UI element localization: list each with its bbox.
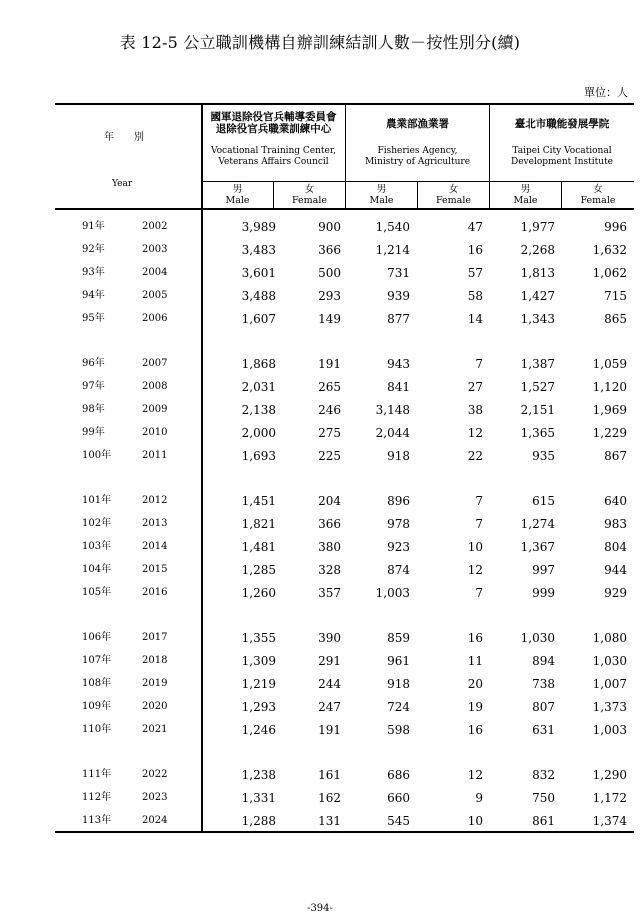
cell-veterans-male: 1,293 [241, 700, 276, 714]
table-row [0, 517, 640, 539]
cell-taipei-male: 997 [532, 563, 555, 577]
cell-veterans-male: 1,607 [241, 312, 276, 326]
table-row [0, 426, 640, 448]
cell-fisheries-female: 38 [467, 403, 483, 417]
cell-taipei-female: 865 [604, 312, 627, 326]
row-roc-year: 102年 [82, 518, 112, 529]
table-row [0, 243, 640, 265]
table-row [0, 220, 640, 242]
table-row [0, 403, 640, 425]
cell-fisheries-male: 660 [387, 791, 410, 805]
table-row [0, 266, 640, 288]
cell-veterans-female: 265 [318, 380, 341, 394]
row-ad-year: 2023 [142, 792, 168, 803]
cell-veterans-female: 162 [318, 791, 341, 805]
cell-taipei-male: 1,274 [520, 517, 555, 531]
table-row [0, 289, 640, 311]
cell-taipei-male: 1,365 [520, 426, 555, 440]
cell-taipei-female: 1,172 [592, 791, 627, 805]
cell-veterans-female: 191 [318, 357, 341, 371]
table-row [0, 494, 640, 516]
cell-fisheries-female: 10 [467, 540, 483, 554]
cell-taipei-female: 640 [604, 494, 627, 508]
cell-veterans-female: 275 [318, 426, 341, 440]
cell-fisheries-male: 3,148 [375, 403, 410, 417]
cell-fisheries-female: 19 [467, 700, 483, 714]
row-roc-year: 97年 [82, 381, 105, 392]
cell-taipei-male: 1,527 [520, 380, 555, 394]
cell-veterans-male: 1,285 [241, 563, 276, 577]
row-roc-year: 95年 [82, 313, 105, 324]
cell-fisheries-male: 2,044 [375, 426, 410, 440]
subheader-female-3: 女 Female [580, 184, 616, 206]
cell-fisheries-female: 16 [467, 631, 483, 645]
cell-veterans-female: 380 [318, 540, 341, 554]
table-row [0, 586, 640, 608]
cell-veterans-male: 2,138 [241, 403, 276, 417]
table-row [0, 768, 640, 790]
cell-taipei-male: 832 [532, 768, 555, 782]
cell-taipei-male: 807 [532, 700, 555, 714]
subheader-male-3: 男 Male [513, 184, 538, 206]
cell-taipei-female: 944 [604, 563, 627, 577]
group-header-taipei-en: Taipei City Vocational Development Institute [511, 146, 613, 167]
page-number: -394- [307, 903, 333, 914]
cell-fisheries-male: 874 [387, 563, 410, 577]
cell-veterans-male: 1,246 [241, 723, 276, 737]
table-row [0, 563, 640, 585]
cell-taipei-female: 1,969 [592, 403, 627, 417]
row-ad-year: 2009 [142, 404, 168, 415]
cell-taipei-female: 1,632 [592, 243, 627, 257]
row-roc-year: 107年 [82, 655, 112, 666]
cell-taipei-female: 983 [604, 517, 627, 531]
row-ad-year: 2003 [142, 244, 168, 255]
cell-veterans-male: 1,309 [241, 654, 276, 668]
row-roc-year: 94年 [82, 290, 105, 301]
row-roc-year: 113年 [82, 815, 112, 826]
cell-taipei-male: 935 [532, 449, 555, 463]
table-row [0, 312, 640, 334]
cell-fisheries-male: 918 [387, 677, 410, 691]
table-row [0, 677, 640, 699]
row-ad-year: 2007 [142, 358, 168, 369]
cell-veterans-female: 246 [318, 403, 341, 417]
cell-taipei-male: 1,977 [520, 220, 555, 234]
subheader-rule [202, 181, 634, 182]
cell-taipei-male: 738 [532, 677, 555, 691]
cell-veterans-female: 366 [318, 243, 341, 257]
cell-fisheries-female: 9 [475, 791, 483, 805]
row-roc-year: 109年 [82, 701, 112, 712]
cell-veterans-female: 191 [318, 723, 341, 737]
cell-fisheries-female: 58 [467, 289, 483, 303]
cell-veterans-male: 3,483 [241, 243, 276, 257]
cell-veterans-male: 1,219 [241, 677, 276, 691]
row-roc-year: 98年 [82, 404, 105, 415]
cell-veterans-female: 328 [318, 563, 341, 577]
row-roc-year: 100年 [82, 450, 112, 461]
table-row [0, 357, 640, 379]
cell-taipei-male: 1,813 [520, 266, 555, 280]
cell-fisheries-male: 1,214 [375, 243, 410, 257]
row-roc-year: 93年 [82, 267, 105, 278]
cell-veterans-female: 161 [318, 768, 341, 782]
cell-taipei-female: 1,373 [592, 700, 627, 714]
table-row [0, 700, 640, 722]
cell-taipei-male: 1,030 [520, 631, 555, 645]
year-header-cn: 年 別 [104, 132, 144, 143]
row-roc-year: 111年 [82, 769, 112, 780]
cell-taipei-male: 631 [532, 723, 555, 737]
cell-fisheries-male: 939 [387, 289, 410, 303]
cell-fisheries-female: 57 [467, 266, 483, 280]
cell-taipei-female: 1,290 [592, 768, 627, 782]
subheader-female-2: 女 Female [435, 184, 472, 206]
cell-fisheries-female: 20 [467, 677, 483, 691]
cell-veterans-male: 1,868 [241, 357, 276, 371]
group-header-veterans-cn: 國軍退除役官兵輔導委員會 退除役官兵職業訓練中心 [210, 111, 337, 135]
cell-fisheries-male: 978 [387, 517, 410, 531]
cell-taipei-female: 1,059 [592, 357, 627, 371]
table-row [0, 654, 640, 676]
cell-fisheries-female: 12 [467, 426, 483, 440]
row-ad-year: 2017 [142, 632, 168, 643]
cell-fisheries-male: 896 [387, 494, 410, 508]
row-ad-year: 2005 [142, 290, 168, 301]
row-ad-year: 2018 [142, 655, 168, 666]
cell-fisheries-female: 12 [467, 563, 483, 577]
subheader-male-2: 男 Male [369, 184, 394, 206]
cell-veterans-female: 390 [318, 631, 341, 645]
row-ad-year: 2024 [142, 815, 168, 826]
cell-taipei-female: 1,080 [592, 631, 627, 645]
subheader-male-1: 男 Male [225, 184, 250, 206]
cell-taipei-male: 750 [532, 791, 555, 805]
row-ad-year: 2021 [142, 724, 168, 735]
cell-veterans-female: 357 [318, 586, 341, 600]
row-ad-year: 2010 [142, 427, 168, 438]
subheader-female-1: 女 Female [291, 184, 328, 206]
group-header-veterans-en: Vocational Training Center, Veterans Affairs Council [210, 146, 337, 167]
cell-veterans-female: 900 [318, 220, 341, 234]
cell-fisheries-male: 923 [387, 540, 410, 554]
row-ad-year: 2004 [142, 267, 168, 278]
cell-fisheries-male: 859 [387, 631, 410, 645]
cell-taipei-male: 1,367 [520, 540, 555, 554]
row-ad-year: 2008 [142, 381, 168, 392]
cell-fisheries-male: 545 [387, 814, 410, 828]
cell-fisheries-male: 724 [387, 700, 410, 714]
cell-veterans-female: 366 [318, 517, 341, 531]
row-ad-year: 2002 [142, 221, 168, 232]
cell-fisheries-female: 22 [467, 449, 483, 463]
cell-taipei-male: 861 [532, 814, 555, 828]
cell-veterans-female: 225 [318, 449, 341, 463]
cell-taipei-female: 1,374 [592, 814, 627, 828]
cell-veterans-female: 500 [318, 266, 341, 280]
cell-fisheries-male: 943 [387, 357, 410, 371]
cell-veterans-female: 291 [318, 654, 341, 668]
table-row [0, 814, 640, 836]
cell-taipei-male: 1,427 [520, 289, 555, 303]
cell-veterans-male: 3,488 [241, 289, 276, 303]
cell-taipei-male: 1,387 [520, 357, 555, 371]
year-header-en: Year [112, 179, 133, 189]
cell-taipei-female: 1,030 [592, 654, 627, 668]
cell-taipei-female: 1,003 [592, 723, 627, 737]
cell-fisheries-female: 12 [467, 768, 483, 782]
cell-fisheries-male: 686 [387, 768, 410, 782]
cell-veterans-female: 131 [318, 814, 341, 828]
cell-taipei-female: 1,007 [592, 677, 627, 691]
cell-fisheries-male: 918 [387, 449, 410, 463]
cell-veterans-male: 2,000 [241, 426, 276, 440]
cell-fisheries-female: 27 [467, 380, 483, 394]
cell-veterans-male: 1,288 [241, 814, 276, 828]
cell-taipei-female: 996 [604, 220, 627, 234]
cell-veterans-female: 244 [318, 677, 341, 691]
unit-label: 單位：人 [584, 86, 628, 99]
cell-fisheries-female: 11 [467, 654, 483, 668]
table-row [0, 540, 640, 562]
cell-veterans-male: 1,451 [241, 494, 276, 508]
row-ad-year: 2011 [142, 450, 168, 461]
cell-taipei-female: 804 [604, 540, 627, 554]
row-roc-year: 91年 [82, 221, 105, 232]
cell-fisheries-female: 7 [475, 517, 483, 531]
row-roc-year: 108年 [82, 678, 112, 689]
cell-veterans-female: 149 [318, 312, 341, 326]
cell-fisheries-female: 47 [467, 220, 483, 234]
cell-fisheries-male: 598 [387, 723, 410, 737]
cell-veterans-female: 247 [318, 700, 341, 714]
cell-veterans-male: 1,821 [241, 517, 276, 531]
cell-taipei-male: 2,151 [520, 403, 555, 417]
table-row [0, 380, 640, 402]
table-row [0, 631, 640, 653]
row-roc-year: 106年 [82, 632, 112, 643]
cell-veterans-male: 1,355 [241, 631, 276, 645]
row-roc-year: 105年 [82, 587, 112, 598]
cell-taipei-female: 867 [604, 449, 627, 463]
row-ad-year: 2006 [142, 313, 168, 324]
cell-veterans-female: 293 [318, 289, 341, 303]
cell-fisheries-male: 1,003 [375, 586, 410, 600]
row-roc-year: 101年 [82, 495, 112, 506]
row-roc-year: 104年 [82, 564, 112, 575]
cell-taipei-female: 1,229 [592, 426, 627, 440]
cell-fisheries-female: 16 [467, 723, 483, 737]
cell-veterans-male: 3,989 [241, 220, 276, 234]
row-ad-year: 2015 [142, 564, 168, 575]
cell-fisheries-female: 7 [475, 357, 483, 371]
cell-veterans-male: 1,238 [241, 768, 276, 782]
cell-fisheries-female: 7 [475, 494, 483, 508]
cell-veterans-male: 1,693 [241, 449, 276, 463]
row-ad-year: 2014 [142, 541, 168, 552]
cell-fisheries-male: 877 [387, 312, 410, 326]
page-title: 表 12-5 公立職訓機構自辦訓練結訓人數－按性別分(續) [119, 33, 521, 52]
cell-fisheries-male: 841 [387, 380, 410, 394]
cell-fisheries-male: 731 [387, 266, 410, 280]
table-row [0, 791, 640, 813]
row-ad-year: 2020 [142, 701, 168, 712]
cell-fisheries-female: 10 [467, 814, 483, 828]
cell-fisheries-male: 1,540 [375, 220, 410, 234]
row-ad-year: 2016 [142, 587, 168, 598]
row-roc-year: 99年 [82, 427, 105, 438]
cell-fisheries-female: 7 [475, 586, 483, 600]
row-ad-year: 2013 [142, 518, 168, 529]
cell-taipei-female: 715 [604, 289, 627, 303]
group-header-fisheries-cn: 農業部漁業署 [386, 118, 449, 130]
cell-veterans-female: 204 [318, 494, 341, 508]
group-header-fisheries-en: Fisheries Agency, Ministry of Agriculture [364, 146, 471, 167]
row-roc-year: 110年 [82, 724, 112, 735]
cell-veterans-male: 1,481 [241, 540, 276, 554]
cell-taipei-male: 999 [532, 586, 555, 600]
row-ad-year: 2022 [142, 769, 168, 780]
row-ad-year: 2012 [142, 495, 168, 506]
row-roc-year: 112年 [82, 792, 112, 803]
table-row [0, 723, 640, 745]
cell-taipei-female: 1,062 [592, 266, 627, 280]
cell-fisheries-female: 16 [467, 243, 483, 257]
row-roc-year: 92年 [82, 244, 105, 255]
cell-taipei-female: 1,120 [592, 380, 627, 394]
table-row [0, 449, 640, 471]
cell-taipei-male: 894 [532, 654, 555, 668]
cell-veterans-male: 2,031 [241, 380, 276, 394]
row-roc-year: 96年 [82, 358, 105, 369]
cell-taipei-male: 1,343 [520, 312, 555, 326]
cell-fisheries-female: 14 [467, 312, 483, 326]
cell-taipei-male: 2,268 [520, 243, 555, 257]
group-header-taipei-cn: 臺北市職能發展學院 [514, 118, 610, 130]
cell-veterans-male: 1,331 [241, 791, 276, 805]
cell-taipei-female: 929 [604, 586, 627, 600]
cell-fisheries-male: 961 [387, 654, 410, 668]
cell-veterans-male: 1,260 [241, 586, 276, 600]
cell-taipei-male: 615 [532, 494, 555, 508]
row-roc-year: 103年 [82, 541, 112, 552]
row-ad-year: 2019 [142, 678, 168, 689]
cell-veterans-male: 3,601 [241, 266, 276, 280]
